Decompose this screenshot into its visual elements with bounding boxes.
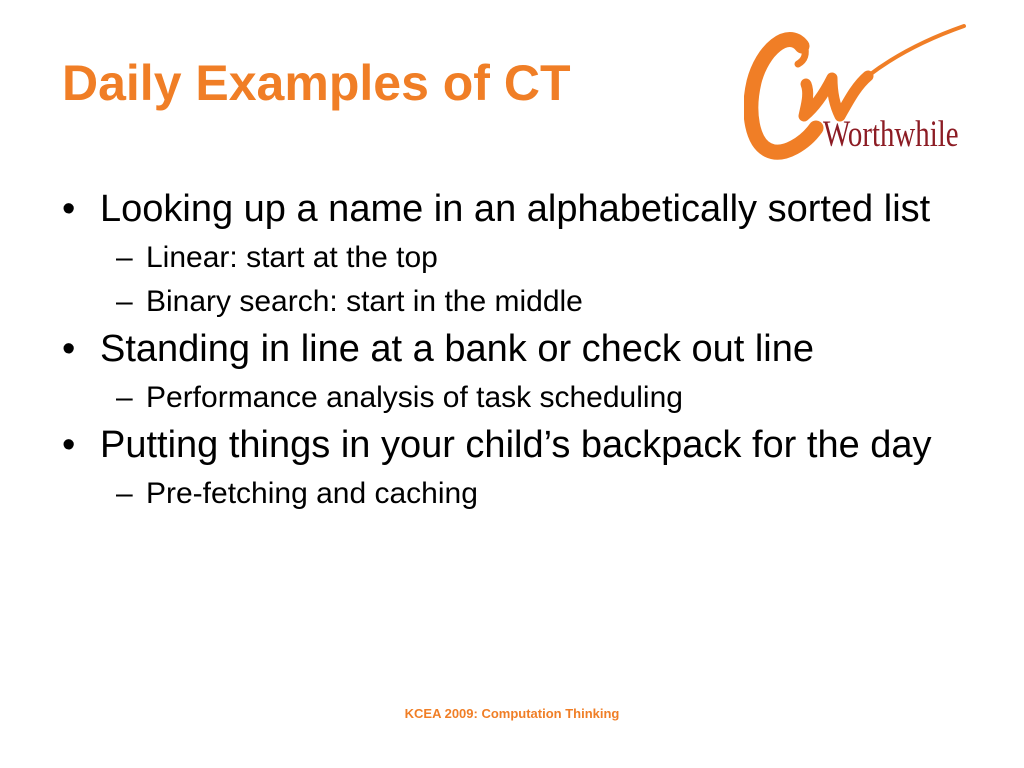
bullet-marker: • xyxy=(62,424,76,466)
bullet-text: Standing in line at a bank or check out line xyxy=(100,328,815,370)
worthwhile-logo xyxy=(744,20,968,162)
slide-footer: KCEA 2009: Computation Thinking xyxy=(404,706,620,721)
logo-wordmark: Worthwhile xyxy=(823,114,959,155)
sub-bullet-item xyxy=(62,380,982,416)
sub-bullet-item xyxy=(62,476,982,512)
dash-marker: – xyxy=(116,477,133,510)
sub-bullet-item xyxy=(62,284,982,320)
bullet-marker: • xyxy=(62,328,76,370)
bullet-item xyxy=(62,326,982,372)
sub-bullet-text: Linear: start at the top xyxy=(146,241,438,274)
sub-bullet-text: Pre-fetching and caching xyxy=(146,477,478,510)
sub-bullet-item xyxy=(62,240,982,276)
bullet-marker: • xyxy=(62,188,76,230)
dash-marker: – xyxy=(116,381,133,414)
bullet-text: Looking up a name in an alphabetically sorted list xyxy=(100,188,931,230)
sub-bullet-text: Binary search: start in the middle xyxy=(146,285,583,318)
bullet-item xyxy=(62,422,982,468)
slide-title: Daily Examples of CT xyxy=(62,55,571,111)
dash-marker: – xyxy=(116,241,133,274)
bullet-text: Putting things in your child’s backpack for the day xyxy=(100,424,932,466)
sub-bullet-text: Performance analysis of task scheduling xyxy=(146,381,683,414)
bullet-list xyxy=(62,186,982,512)
dash-marker: – xyxy=(116,285,133,318)
bullet-item xyxy=(62,186,982,232)
